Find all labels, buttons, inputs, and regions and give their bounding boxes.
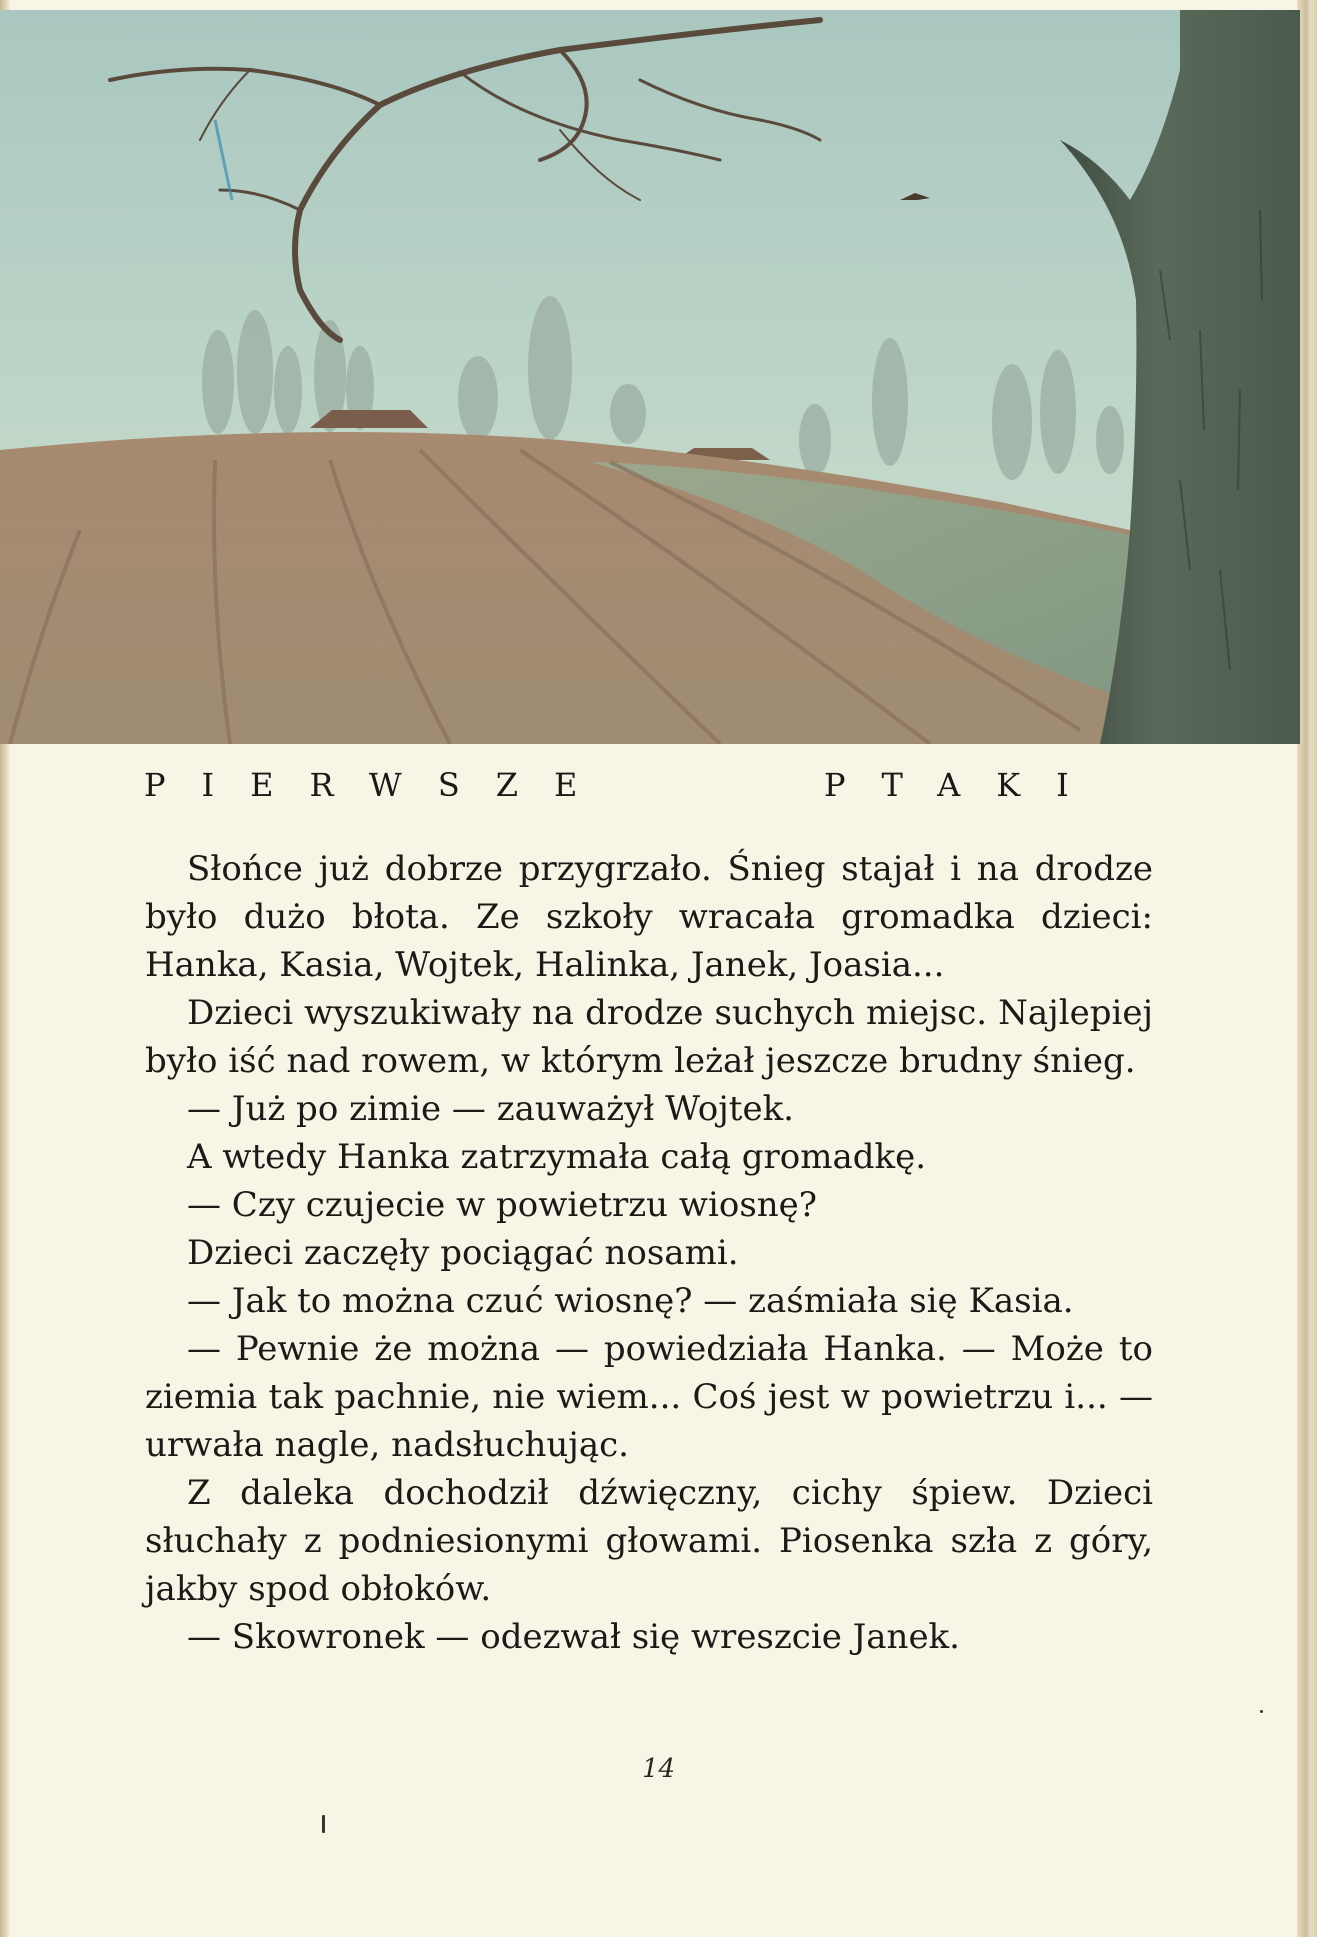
- ink-speck: [1260, 1710, 1263, 1713]
- page-number: 14: [641, 1754, 676, 1784]
- paragraph: A wtedy Hanka zatrzymała całą gromadkę.: [187, 1137, 927, 1177]
- chapter-title: [144, 766, 1156, 816]
- paragraph: — Czy czujecie w powietrzu wiosnę?: [187, 1185, 818, 1225]
- page-edge-right: [1297, 0, 1317, 1937]
- paragraph: Słońce już dobrze przygrzało. Śnieg stajał i na drodze było dużo błota. Ze szkoły wracała gromadka dzieci: Hanka, Kasia, Wojtek, Halinka, Janek, Joasia...: [145, 849, 1153, 985]
- paragraph: Z daleka dochodził dźwięczny, cichy śpiew. Dzieci słuchały z podniesionymi głowami. Piosenka szła z góry, jakby spod obłoków.: [145, 1473, 1153, 1609]
- paragraph: — Jak to można czuć wiosnę? — zaśmiała się Kasia.: [187, 1281, 1074, 1321]
- landscape-illustration-svg: [0, 10, 1300, 744]
- title-word-1: PIERWSZE: [144, 766, 614, 804]
- paragraph: — Pewnie że można — powiedziała Hanka. — Może to ziemia tak pachnie, nie wiem... Coś jest w powietrzu i... — urwała nagle, nadsłuchując.: [145, 1329, 1153, 1465]
- watercolor-illustration: [0, 10, 1300, 744]
- story-text: [145, 845, 1153, 1661]
- paragraph: — Skowronek — odezwał się wreszcie Janek.: [187, 1617, 960, 1657]
- paragraph: — Już po zimie — zauważył Wojtek.: [187, 1089, 794, 1129]
- paragraph: Dzieci wyszukiwały na drodze suchych miejsc. Najlepiej było iść nad rowem, w którym leżał jeszcze brudny śnieg.: [145, 993, 1153, 1081]
- paragraph: Dzieci zaczęły pociągać nosami.: [187, 1233, 739, 1273]
- ink-speck: [322, 1815, 325, 1833]
- title-word-2: PTAKI: [824, 766, 1105, 804]
